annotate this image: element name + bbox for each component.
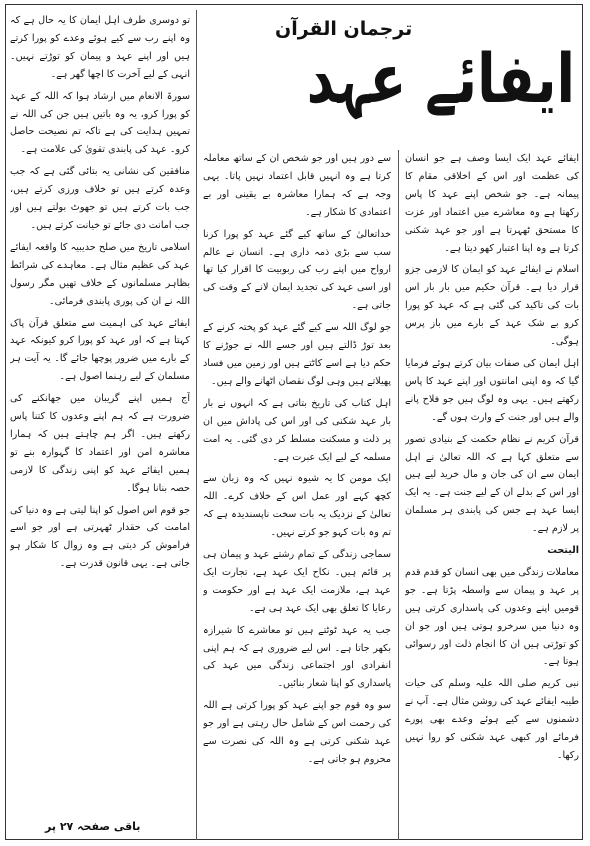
column-middle	[203, 150, 391, 840]
paragraph: اہل کتاب کی تاریخ بتاتی ہے کہ انہوں نے بار بار عہد شکنی کی اور اس کی پاداش میں ان پر ذلت و مسکنت مسلط کر دی گئی۔ یہ امت مسلمہ کے لیے ایک عبرت ہے۔	[203, 397, 391, 463]
paragraph: منافقین کی نشانی یہ بتائی گئی ہے کہ جب وعدہ کرتے ہیں تو خلاف ورزی کرتے ہیں، جب بات کرتے ہیں تو جھوٹ بولتے ہیں اور جب امانت دی جائے تو خیانت کرتے ہیں۔	[10, 166, 190, 231]
paragraph: اسلام نے ایفائے عہد کو ایمان کا لازمی جزو قرار دیا ہے۔ قرآن حکیم میں بار بار اس بات کی تاکید کی گئی ہے کہ عہد کو پورا کرو بے شک عہد کے بارے میں باز پرس ہوگی۔	[405, 264, 579, 348]
paragraph: ایفائے عہد کی اہمیت سے متعلق قرآن پاک کہتا ہے کہ اور عہد کو پورا کرو کیونکہ عہد کے بارے میں ضرور پوچھا جائے گا۔ یہ آیت ہر مسلمان کے لیے رہنما اصول ہے۔	[10, 317, 190, 383]
paragraph: ایک مومن کا یہ شیوہ نہیں کہ وہ زبان سے کچھ کہے اور عمل اس کے خلاف کرے۔ اللہ تعالیٰ کے نزدیک یہ بات سخت ناپسندیدہ ہے کہ تم وہ بات کہو جو کرتے نہیں۔	[203, 473, 391, 539]
article-headline: ایفائے عہد	[306, 39, 575, 119]
paragraph: سو وہ قوم جو اپنے عہد کو پورا کرتی ہے اللہ کی رحمت اس کے شامل حال رہتی ہے اور جو عہد شکنی کرتی ہے وہ اللہ کی نصرت سے محروم ہو جاتی ہے۔	[203, 700, 391, 765]
paragraph: اسلامی تاریخ میں صلح حدیبیہ کا واقعہ ایفائے عہد کی عظیم مثال ہے۔ معاہدے کی شرائط بظاہر مسلمانوں کے خلاف تھیں مگر رسول اللہ نے ان کی پوری پابندی فرمائی۔	[10, 241, 190, 307]
column-rule	[196, 10, 197, 840]
paragraph: تو دوسری طرف اہل ایمان کا یہ حال ہے کہ وہ اپنے رب سے کیے ہوئے وعدے کو پورا کرتے ہیں اور اپنے عہد و پیمان کو توڑتے نہیں۔ انہی کے لیے آخرت کا اچھا گھر ہے۔	[10, 15, 190, 80]
subheading: الیتحت	[547, 545, 579, 557]
paragraph: سماجی زندگی کے تمام رشتے عہد و پیمان ہی پر قائم ہیں۔ نکاح ایک عہد ہے، تجارت ایک عہد ہے، ملازمت ایک عہد ہے اور حکومت و رعایا کا تعلق بھی ایک عہد ہی ہے۔	[203, 549, 391, 614]
paragraph: جو قوم اس اصول کو اپنا لیتی ہے وہ دنیا کی امامت کی حقدار ٹھہرتی ہے اور جو اسے فراموش کر دیتی ہے وہ زوال کا شکار ہو جاتی ہے۔ یہی قانون قدرت ہے۔	[10, 504, 190, 570]
paragraph: سورۃ الانعام میں ارشاد ہوا کہ اللہ کے عہد کو پورا کرو، یہ وہ باتیں ہیں جن کی اللہ نے تمہیں ہدایت کی ہے تاکہ تم نصیحت حاصل کرو۔ عہد کی پابندی تقویٰ کی علامت ہے۔	[10, 90, 190, 156]
masthead	[205, 12, 581, 147]
column-right	[405, 150, 579, 840]
paragraph: خداتعالیٰ کے ساتھ کیے گئے عہد کو پورا کرنا سب سے بڑی ذمہ داری ہے۔ انسان نے عالم ارواح میں اپنے رب کی ربوبیت کا اقرار کیا تھا اور اسی عہد کی تجدید ایمان لانے کے وقت کی جاتی ہے۔	[203, 228, 391, 312]
paragraph: ایفائے عہد ایک ایسا وصف ہے جو انسان کی عظمت اور اس کے اخلاقی مقام کا پیمانہ ہے۔ جو شخص اپنے عہد کا پاس رکھتا ہے وہ معاشرے میں اعتماد اور عزت کا مستحق ٹھہرتا ہے اور جو عہد شکنی کرتا ہے وہ اپنا اعتبار کھو دیتا ہے۔	[405, 153, 579, 254]
paragraph: آج ہمیں اپنے گریبان میں جھانکنے کی ضرورت ہے کہ ہم اپنے وعدوں کا کتنا پاس رکھتے ہیں۔ اگر ہم چاہتے ہیں کہ ہمارا معاشرہ امن اور اعتماد کا گہوارہ بنے تو ہمیں ایفائے عہد کو اپنی زندگی کا لازمی حصہ بنانا ہوگا۔	[10, 393, 190, 494]
section-kicker: ترجمان القرآن	[275, 18, 413, 40]
column-left	[10, 12, 190, 834]
continuation-note: باقی صفحہ ۲۷ پر	[45, 820, 141, 833]
paragraph: جو لوگ اللہ سے کیے گئے عہد کو پختہ کرنے کے بعد توڑ ڈالتے ہیں اور جسے اللہ نے جوڑنے کا حکم دیا ہے اسے کاٹتے ہیں اور زمین میں فساد پھیلاتے ہیں وہی لوگ نقصان اٹھانے والے ہیں۔	[203, 322, 391, 387]
paragraph: جب یہ عہد ٹوٹتے ہیں تو معاشرے کا شیرازہ بکھر جاتا ہے۔ اس لیے ضروری ہے کہ ہم اپنی انفرادی اور اجتماعی زندگی میں عہد کی پاسداری کو اپنا شعار بنائیں۔	[203, 624, 391, 690]
paragraph: سے دور ہیں اور جو شخص ان کے ساتھ معاملہ کرتا ہے وہ انہیں قابل اعتماد نہیں پاتا۔ یہی وجہ ہے کہ ہمارا معاشرہ بے یقینی اور بے اعتمادی کا شکار ہے۔	[203, 153, 391, 218]
paragraph: قرآن کریم نے نظام حکمت کے بنیادی تصور سے متعلق کہا ہے کہ اللہ تعالیٰ نے اہل ایمان سے ان کی جان و مال خرید لیے ہیں اور اس کے بدلے ان کے لیے جنت ہے۔ یہ ایک ایسا عہد ہے جس کی پابندی ہر مسلمان پر لازم ہے۔	[405, 433, 579, 535]
paragraph: اہل ایمان کی صفات بیان کرتے ہوئے فرمایا گیا کہ وہ اپنی امانتوں اور اپنے عہد کا پاس رکھتے ہیں۔ یہی وہ لوگ ہیں جو فلاح پانے والے ہیں اور جنت کے وارث ہوں گے۔	[405, 357, 579, 423]
paragraph: نبی کریم صلی اللہ علیہ وسلم کی حیات طیبہ ایفائے عہد کی روشن مثال ہے۔ آپ نے دشمنوں سے کیے ہوئے وعدے بھی پورے فرمائے اور کبھی عہد شکنی کو روا نہیں رکھا۔	[405, 678, 579, 761]
paragraph: معاملات زندگی میں بھی انسان کو قدم قدم پر عہد و پیمان سے واسطہ پڑتا ہے۔ جو قومیں اپنے وعدوں کی پاسداری کرتی ہیں وہ دنیا میں سرخرو ہوتی ہیں اور جو ان کو توڑتی ہیں ان کا انجام ذلت اور رسوائی ہوتا ہے۔	[405, 566, 579, 668]
column-rule	[398, 150, 399, 840]
